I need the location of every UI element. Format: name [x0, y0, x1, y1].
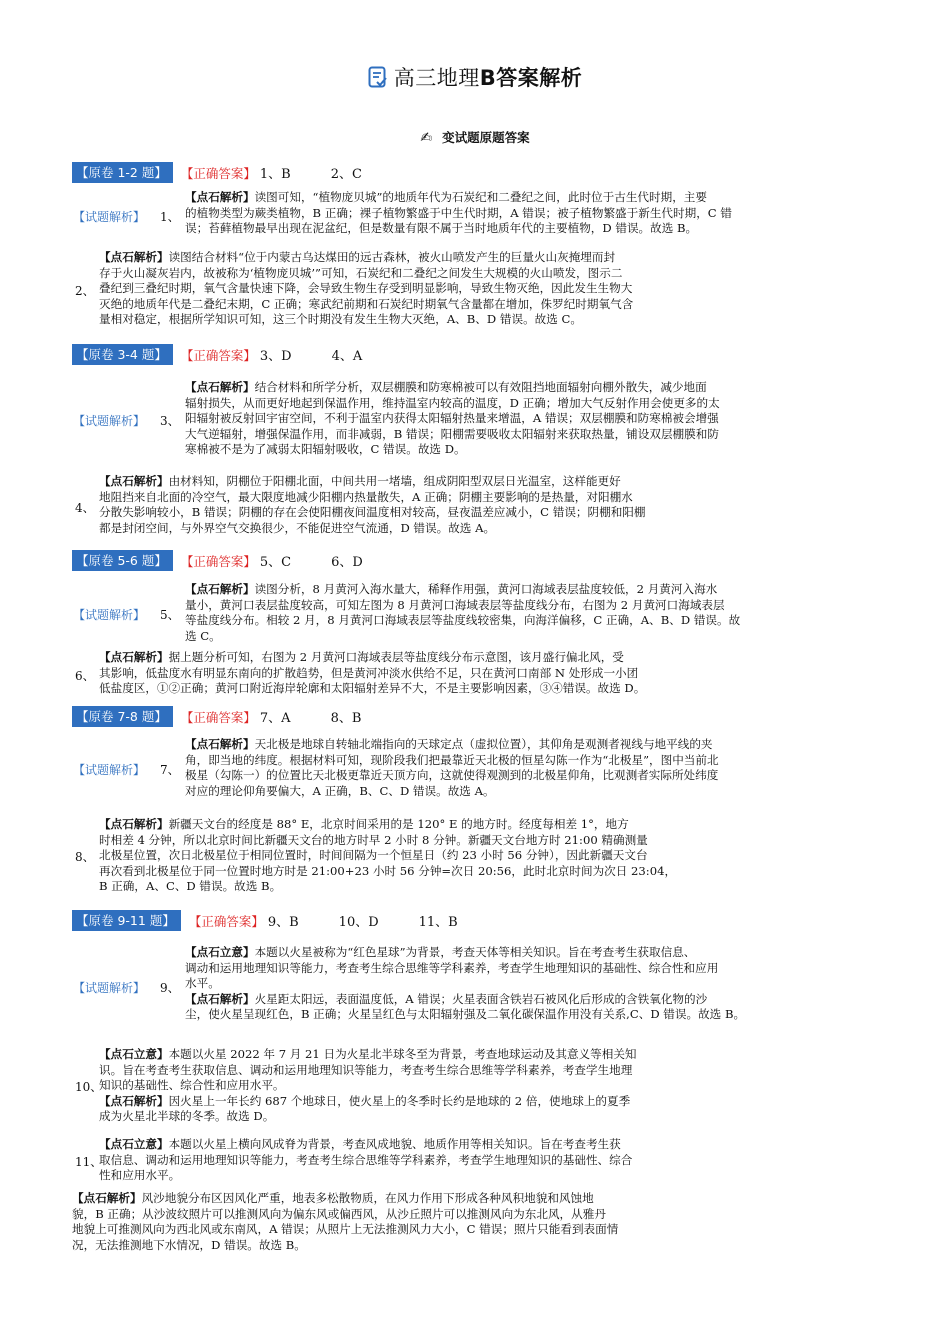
answer: 3、D — [259, 349, 292, 364]
explanation-head: 【点石解析】 — [72, 1191, 142, 1205]
explanation-head: 【点石解析】 — [99, 250, 169, 264]
answer: 6、D — [331, 555, 363, 570]
explanation-text: 结合材料和所学分析，双层棚膜和防寒棉被可以有效阻挡地面辐射向棚外散失，减少地面 辐射损失，从而更好地起到保温作用，维持温室内较高的温度，D 正确；增加大气反射作用会使更多的太 阳辐射被反射回宇宙空间，不利于温室内获得太阳辐射热量来增温，A 错误；双层棚膜和防寒棉被会增强 大气逆辐射，增强保温作用，而非减弱，B 错误；阳棚需要吸收太阳辐射来获取热量，铺设双层棚膜和防 寒棉被不是为了减弱太阳辐射吸收，C 错误。故选 D。 — [185, 380, 720, 456]
title-bold: B答案解析 — [479, 66, 583, 90]
explanation-q11 — [72, 1191, 762, 1253]
side-label: 【试题解析】 — [73, 763, 146, 777]
explanation-text: 本题以火星 2022 年 7 月 21 日为火星北半球冬至为背景，考查地球运动及其意义等相关知 识。旨在考查考生获取信息、调动和运用地理知识等能力，考查考生综合思维等学科素养，考查学生地理 知识的基础性、综合性和应用水平。 — [99, 1047, 637, 1092]
side-label: 【试题解析】 — [73, 608, 146, 622]
explanation-text: 天北极是地球自转轴北端指向的天球定点（虚拟位置），其仰角是观测者视线与地平线的夹 角，即当地的纬度。根据材料可知，现阶段我们把最靠近天北极的恒星勾陈一作为“北极星”，图中当前北 极星（勾陈一）的位置比天北极更靠近天顶方向，这就使得观测到的北极星仰角，比观测者实际所处纬度 对应的理论仰角要偏大，A 正确，B、C、D 错误。故选 A。 — [185, 737, 719, 798]
explanation-head: 【点石解析】 — [99, 1093, 169, 1108]
explanation-text: 新疆天文台的经度是 88° E，北京时间采用的是 120° E 的地方时。经度每相差 1°，地方 时相差 4 分钟，所以北京时间比新疆天文台的地方时早 2 小时 8 分钟。新疆天文台地方时 21:00 精确测量 北极星位置，次日北极星位于相同位置时，时间间隔为一个恒星日（约 23 小时 56 分钟），因此新疆天文台 再次看到北极星位于同一位置时地方时是 21:00+23 小时 56 分钟=次日 20:56，此时北京时间为次日 23:04， B 正确，A、C、D 错误。故选 B。 — [99, 817, 677, 893]
section-tag: 【原卷 9-11 题】 — [72, 910, 181, 931]
question-number: 2、 — [75, 284, 95, 298]
answer: 8、B — [330, 711, 362, 726]
explanation-q7 — [185, 737, 865, 799]
section-header-5-6 — [72, 550, 363, 571]
section-tag: 【原卷 1-2 题】 — [72, 162, 173, 183]
explanation-head: 【点石解析】 — [185, 582, 255, 596]
explanation-q2 — [99, 250, 779, 328]
question-number: 3、 — [160, 414, 180, 428]
explanation-q1 — [185, 190, 865, 237]
explanation-head: 【点石立意】 — [185, 945, 255, 959]
explanation-head: 【点石解析】 — [185, 380, 255, 394]
question-number: 6、 — [75, 669, 95, 683]
answer-label: 【正确答案】 — [180, 165, 256, 181]
explanation-text: 读图结合材料“位于内蒙古乌达煤田的远古森林，被火山喷发产生的巨量火山灰掩埋而封 存于火山凝灰岩内，故被称为‘植物庞贝城’”可知，石炭纪和二叠纪之间发生大规模的火山喷发，图示二 叠纪到三叠纪时期，氧气含量快速下降，会导致生物生存受到明显影响，导致生物灭绝，因此发生生物大 灭绝的地质年代是二叠纪末期，C 正确；寒武纪前期和石炭纪时期氧气含量都在增加，侏罗纪时期氧气含 量相对稳定，根据所学知识可知，这三个时期没有发生生物大灭绝，A、B、D 错误。故选 C。 — [99, 250, 634, 326]
answer: 1、B — [259, 167, 291, 182]
explanation-text: 火星距太阳远，表面温度低，A 错误；火星表面含铁岩石被风化后形成的含铁氧化物的沙 尘，使火星呈现红色，B 正确；火星呈红色与太阳辐射强及二氧化碳保温作用没有关系,C、D 错误。故选 B。 — [185, 991, 746, 1021]
answer-label: 【正确答案】 — [180, 709, 256, 725]
section-header-3-4 — [72, 344, 362, 365]
section-header-9-11 — [72, 910, 458, 931]
explanation-q8 — [99, 817, 779, 895]
explanation-q10 — [99, 1047, 779, 1125]
subtitle-text: 变试题原题答案 — [442, 130, 530, 145]
explanation-head: 【点石立意】 — [99, 1137, 169, 1151]
pen-writing-icon: ✍ — [420, 130, 433, 146]
subtitle — [0, 128, 950, 146]
question-number: 10、 — [75, 1080, 103, 1094]
section-tag: 【原卷 5-6 题】 — [72, 550, 173, 571]
question-number: 11、 — [75, 1155, 103, 1169]
explanation-q4 — [99, 474, 779, 536]
explanation-text: 风沙地貌分布区因风化严重，地表多松散物质，在风力作用下形成各种风积地貌和风蚀地 貌，B 正确；从沙波纹照片可以推测风向为偏东风或偏西风，从沙丘照片可以推测风向为东北风，从雅丹 地貌上可推测风向为西北风或东南风，A 错误；从照片上无法推测风力大小，C 错误；照片只能看到表面情 况，无法推测地下水情况，D 错误。故选 B。 — [72, 1191, 619, 1252]
side-label: 【试题解析】 — [73, 210, 146, 224]
explanation-text: 读图分析，8 月黄河入海水量大，稀释作用强，黄河口海域表层盐度较低，2 月黄河入海水 量小，黄河口表层盐度较高，可知左图为 8 月黄河口海域表层等盐度线分布，右图为 2 月黄河口海域表层 等盐度线分布。相较 2 月，8 月黄河口海域表层等盐度线较密集，向海洋偏移，C 正确，A、B、D 错误。故 选 C。 — [185, 582, 741, 643]
explanation-q11-intent — [99, 1137, 779, 1184]
page-title — [0, 62, 950, 92]
question-number: 9、 — [160, 981, 180, 995]
explanation-q5 — [185, 582, 865, 644]
answer: 4、A — [331, 349, 363, 364]
explanation-head: 【点石解析】 — [99, 817, 169, 831]
question-number: 1、 — [160, 210, 180, 224]
answer: 9、B — [267, 915, 299, 930]
explanation-text: 读图可知，“植物庞贝城”的地质年代为石炭纪和二叠纪之间，此时位于古生代时期，主要 的植物类型为蕨类植物，B 正确；裸子植物繁盛于中生代时期，A 错误；被子植物繁盛于新生代时期，C 错 误；苔藓植物最早出现在泥盆纪，但是数量有限不属于当时地质年代的主要植物，D 错误。故选 B。 — [185, 190, 732, 235]
answer: 11、B — [418, 915, 458, 930]
explanation-head: 【点石立意】 — [99, 1047, 169, 1061]
answer: 10、D — [338, 915, 379, 930]
explanation-head: 【点石解析】 — [99, 650, 169, 664]
question-number: 5、 — [160, 608, 180, 622]
side-label: 【试题解析】 — [73, 981, 146, 995]
answer-label: 【正确答案】 — [180, 347, 256, 363]
explanation-text: 因火星上一年长约 687 个地球日，使火星上的冬季时长约是地球的 2 倍，使地球上的夏季 成为火星北半球的冬季。故选 D。 — [99, 1093, 631, 1123]
explanation-q6 — [99, 650, 779, 697]
section-tag: 【原卷 7-8 题】 — [72, 706, 173, 727]
question-number: 8、 — [75, 850, 95, 864]
answer: 2、C — [330, 167, 362, 182]
explanation-q3 — [185, 380, 865, 458]
explanation-text: 本题以火星上横向风成脊为背景，考查风成地貌、地质作用等相关知识。旨在考查考生获 取信息、调动和运用地理知识等能力，考查考生综合思维等学科素养，考查学生地理知识的基础性、综合 性和应用水平。 — [99, 1137, 633, 1182]
answer-label: 【正确答案】 — [188, 913, 264, 929]
explanation-head: 【点石解析】 — [185, 737, 255, 751]
answer: 7、A — [259, 711, 291, 726]
answer-label: 【正确答案】 — [180, 553, 256, 569]
section-tag: 【原卷 3-4 题】 — [72, 344, 173, 365]
explanation-q9 — [185, 945, 865, 1023]
section-header-1-2 — [72, 162, 362, 183]
side-label: 【试题解析】 — [73, 414, 146, 428]
explanation-head: 【点石解析】 — [99, 474, 169, 488]
explanation-text: 据上题分析可知，右图为 2 月黄河口海域表层等盐度线分布示意图，该月盛行偏北风，受 其影响，低盐度水有明显东南向的扩散趋势，但是黄河冲淡水供给不足，只在黄河口南部 N 处形成一小团 低盐度区，①②正确；黄河口附近海岸轮廓和太阳辐射差异不大，不是主要影响因素，③④错误。故选 D。 — [99, 650, 646, 695]
title-prefix: 高三地理 — [393, 66, 480, 90]
question-number: 7、 — [160, 763, 180, 777]
explanation-head: 【点石解析】 — [185, 991, 255, 1006]
section-header-7-8 — [72, 706, 361, 727]
explanation-head: 【点石解析】 — [185, 190, 255, 204]
explanation-text: 由材料知，阴棚位于阳棚北面，中间共用一堵墙，组成阴阳型双层日光温室，这样能更好 地阻挡来自北面的冷空气，最大限度地减少阳棚内热量散失，A 正确；阴棚主要影响的是热量，对阳棚水 分散失影响较小，B 错误；阴棚的存在会使阳棚夜间温度相对较高，昼夜温差应减小，C 错误；阴棚和阳棚 都是封闭空间，与外界空气交换很少，不能促进空气流通，D 错误。故选 A。 — [99, 474, 646, 535]
answer: 5、C — [259, 555, 292, 570]
explanation-text: 本题以火星被称为“红色星球”为背景，考查天体等相关知识。旨在考查考生获取信息、 调动和运用地理知识等能力，考查考生综合思维等学科素养，考查学生地理知识的基础性、综合性和应用 水平。 — [185, 945, 719, 990]
question-number: 4、 — [75, 501, 95, 515]
checklist-icon — [368, 66, 388, 89]
